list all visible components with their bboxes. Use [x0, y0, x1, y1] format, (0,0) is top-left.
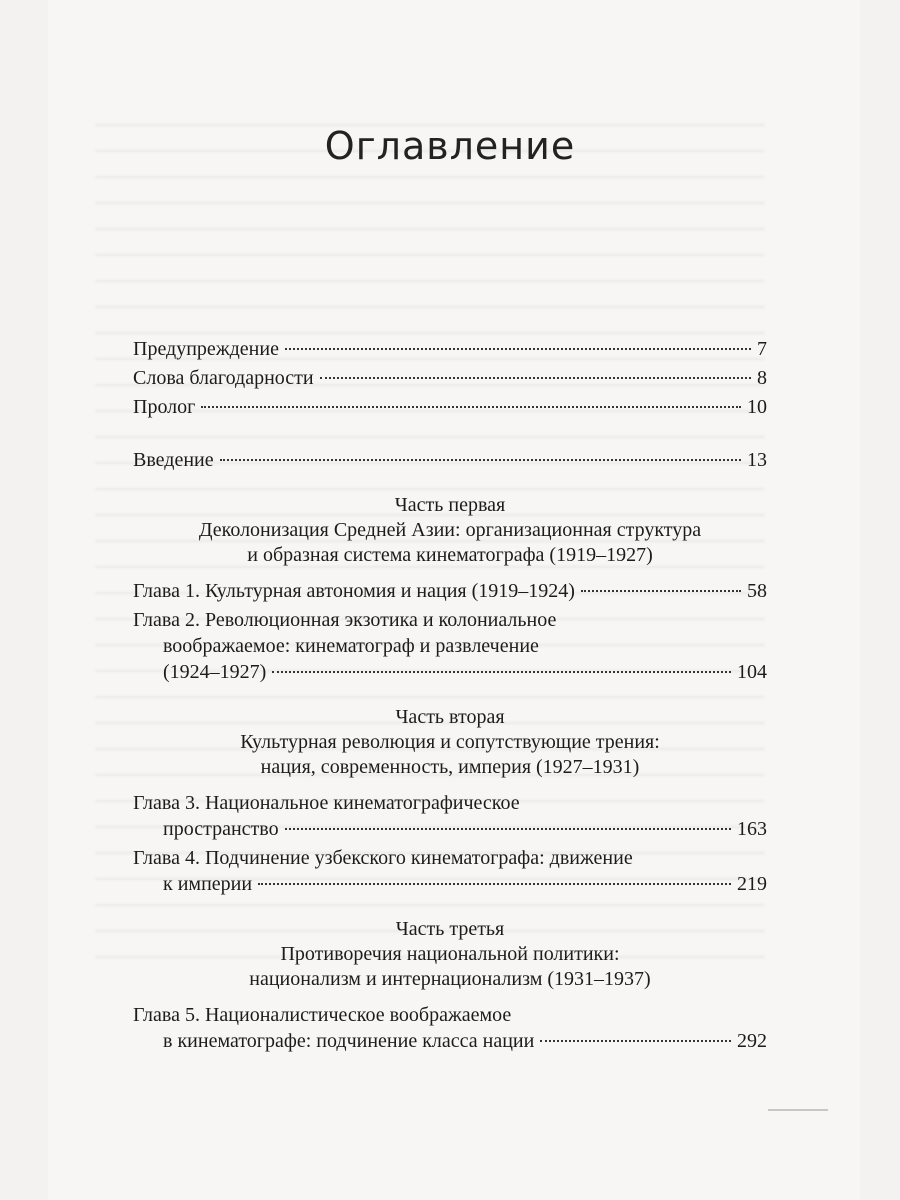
page-number: 104: [737, 661, 767, 683]
entry-label: Предупреждение: [133, 338, 279, 360]
entry-label: Слова благодарности: [133, 367, 314, 389]
entry-label: к империи: [163, 873, 253, 895]
entry-label: Глава 1. Культурная автономия и нация (1919–1924): [133, 580, 575, 602]
part-title: Деколонизация Средней Азии: организационная структура и образная система кинематографа (1919–1927): [198, 519, 702, 566]
dot-leader: [201, 406, 741, 408]
page-number: 13: [747, 449, 767, 471]
page-number: 219: [737, 873, 767, 895]
edge-rule: [768, 1109, 828, 1111]
page-number: 58: [747, 580, 767, 602]
toc-entry-chapter-1[interactable]: [133, 578, 767, 604]
page-number: 163: [737, 818, 767, 840]
dot-leader: [272, 671, 731, 673]
part-title: Культурная революция и сопутствующие трения: нация, современность, империя (1927–1931): [240, 731, 660, 778]
table-of-contents: [133, 336, 767, 1057]
page-number: 10: [747, 396, 767, 418]
entry-label: в кинематографе: подчинение класса нации: [163, 1030, 535, 1052]
dot-leader: [220, 459, 741, 461]
toc-entry-acknowledgements[interactable]: [133, 365, 767, 391]
dot-leader: [540, 1040, 731, 1042]
entry-label: пространство: [163, 818, 279, 840]
part-title: Противоречия национальной политики: национализм и интернационализм (1931–1937): [249, 943, 651, 990]
page-number: 7: [757, 338, 767, 360]
toc-entry-chapter-5[interactable]: Глава 5. Националистическое воображаемое в кинематографе: подчинение класса нации 292: [133, 1004, 767, 1052]
page-number: 8: [757, 367, 767, 389]
toc-entry-chapter-4[interactable]: Глава 4. Подчинение узбекского кинематографа: движение к империи 219: [133, 847, 767, 895]
toc-entry-introduction[interactable]: [133, 447, 767, 473]
page-number: 292: [737, 1030, 767, 1052]
dot-leader: [285, 348, 751, 350]
entry-label: (1924–1927): [163, 661, 267, 683]
toc-entry-chapter-3[interactable]: Глава 3. Национальное кинематографическое пространство 163: [133, 792, 767, 840]
dot-leader: [581, 590, 741, 592]
dot-leader: [285, 828, 731, 830]
part-heading: Часть первая: [394, 494, 506, 516]
part-heading: Часть вторая: [395, 706, 505, 728]
toc-entry-warning[interactable]: [133, 336, 767, 362]
dot-leader: [320, 377, 751, 379]
toc-entry-chapter-2[interactable]: Глава 2. Революционная экзотика и колониальное воображаемое: кинематограф и развлечение (1924–1927) 104: [133, 609, 767, 683]
page-title: Оглавление: [324, 124, 576, 168]
entry-label: Введение: [133, 449, 214, 471]
part-heading: Часть третья: [395, 918, 505, 940]
dot-leader: [258, 883, 731, 885]
toc-entry-prologue[interactable]: [133, 394, 767, 420]
entry-label: Пролог: [133, 396, 196, 418]
